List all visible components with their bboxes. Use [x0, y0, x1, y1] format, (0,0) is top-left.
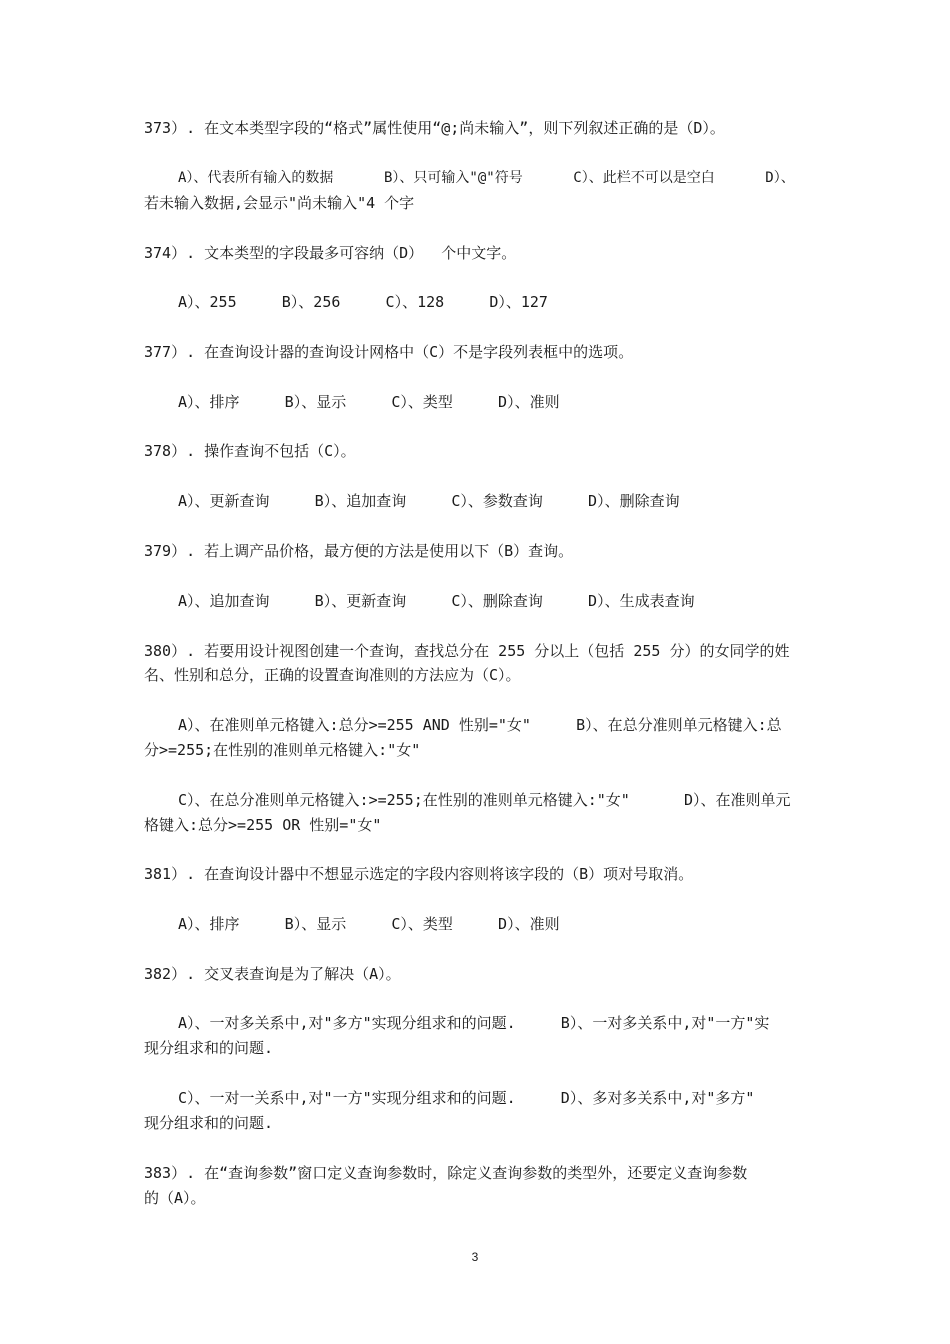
options-382-cd-line2: 现分组求和的问题.	[144, 1114, 274, 1132]
question-380-line2: 名、性别和总分，正确的设置查询准则的方法应为（C）。	[144, 666, 521, 684]
options-382-ab-line1: A）、一对多关系中,对"多方"实现分组求和的问题. B）、一对多关系中,对"一方"实	[178, 1014, 770, 1032]
question-379: 379）. 若上调产品价格，最方便的方法是使用以下（B）查询。	[144, 542, 574, 560]
options-382-cd-line1: C）、一对一关系中,对"一方"实现分组求和的问题. D）、多对多关系中,对"多方"	[178, 1089, 755, 1107]
options-380-cd-line2: 格键入:总分>=255 OR 性别="女"	[144, 816, 382, 834]
options-381: A）、排序 B）、显示 C）、类型 D）、准则	[178, 915, 560, 933]
question-374: 374）. 文本类型的字段最多可容纳（D） 个中文字。	[144, 244, 517, 262]
question-381: 381）. 在查询设计器中不想显示选定的字段内容则将该字段的（B）项对号取消。	[144, 865, 694, 883]
page-number: 3	[471, 1250, 479, 1264]
question-383-line1: 383）. 在“查询参数”窗口定义查询参数时，除定义查询参数的类型外，还要定义查询参数	[144, 1164, 748, 1182]
options-373-line2: 若未输入数据,会显示"尚未输入"4 个字	[144, 194, 415, 212]
options-379: A）、追加查询 B）、更新查询 C）、删除查询 D）、生成表查询	[178, 592, 695, 610]
options-380-cd-line1: C）、在总分准则单元格键入:>=255;在性别的准则单元格键入:"女" D）、在准则单元	[178, 791, 791, 809]
options-377: A）、排序 B）、显示 C）、类型 D）、准则	[178, 393, 560, 411]
options-382-ab-line2: 现分组求和的问题.	[144, 1039, 274, 1057]
options-373-line1: A）、代表所有输入的数据 B）、只可输入"@"符号 C）、此栏不可以是空白 D）、	[178, 170, 795, 186]
question-380-line1: 380）. 若要用设计视图创建一个查询，查找总分在 255 分以上（包括 255 分）的女同学的姓	[144, 642, 790, 660]
options-374: A）、255 B）、256 C）、128 D）、127	[178, 293, 548, 311]
question-373: 373）. 在文本类型字段的“格式”属性使用“@;尚未输入”，则下列叙述正确的是（D）。	[144, 119, 725, 137]
options-380-ab-line2: 分>=255;在性别的准则单元格键入:"女"	[144, 741, 421, 759]
options-378: A）、更新查询 B）、追加查询 C）、参数查询 D）、删除查询	[178, 492, 680, 510]
question-382: 382）. 交叉表查询是为了解决（A）。	[144, 965, 401, 983]
question-377: 377）. 在查询设计器的查询设计网格中（C）不是字段列表框中的选项。	[144, 343, 634, 361]
question-383-line2: 的（A）。	[144, 1189, 206, 1207]
question-378: 378）. 操作查询不包括（C）。	[144, 442, 356, 460]
options-380-ab-line1: A）、在准则单元格键入:总分>=255 AND 性别="女" B）、在总分准则单元格键入:总	[178, 716, 782, 734]
